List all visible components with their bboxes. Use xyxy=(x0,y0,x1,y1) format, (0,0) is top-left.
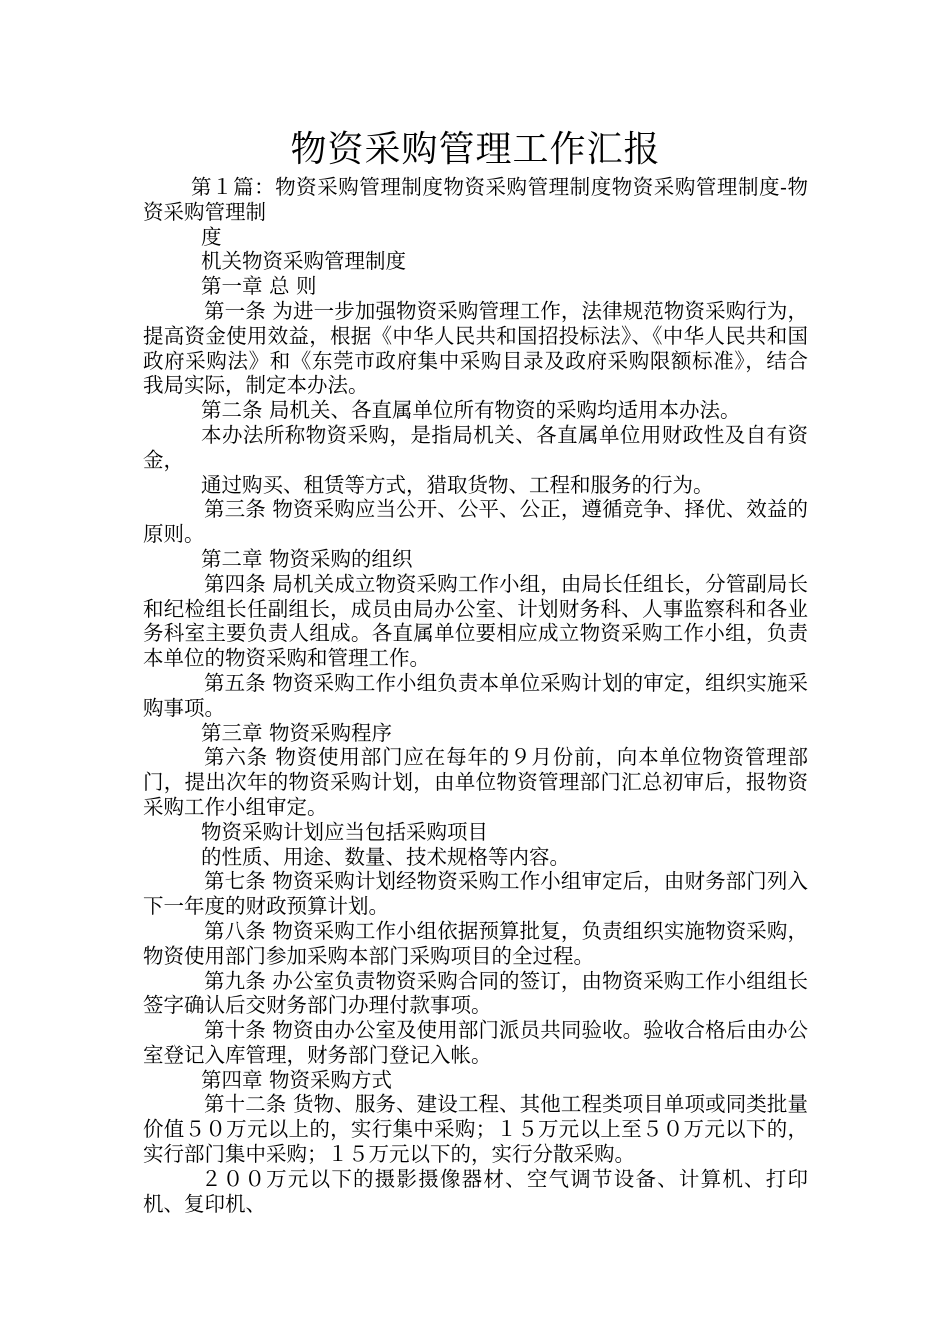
article-6: 第六条 物资使用部门应在每年的９月份前，向本单位物资管理部门，提出次年的物资采购计划，由单位物资管理部门汇总初审后，报物资采购工作小组审定。 xyxy=(143,745,808,819)
article-2: 第二条 局机关、各直属单位所有物资的采购均适用本办法。 xyxy=(201,398,741,423)
article-8: 第八条 物资采购工作小组依据预算批复，负责组织实施物资采购，物资使用部门参加采购本部门采购项目的全过程。 xyxy=(143,918,808,968)
paragraph-section-heading: 第１篇：物资采购管理制度物资采购管理制度物资采购管理制度-物资采购管理制 xyxy=(143,175,808,224)
article-12-equipment-list: ２００万元以下的摄影摄像器材、空气调节设备、计算机、打印机、复印机、 xyxy=(143,1166,808,1216)
document-title: 物资采购管理工作汇报 xyxy=(290,129,661,170)
article-6-plan-contents-continued: 的性质、用途、数量、技术规格等内容。 xyxy=(201,844,570,869)
article-2-definition: 本办法所称物资采购，是指局机关、各直属单位用财政性及自有资金， xyxy=(143,422,808,472)
article-2-definition-continued: 通过购买、租赁等方式，猎取货物、工程和服务的行为。 xyxy=(201,472,714,497)
article-7: 第七条 物资采购计划经物资采购工作小组审定后，由财务部门列入下一年度的财政预算计划。 xyxy=(143,869,808,919)
article-12: 第十二条 货物、服务、建设工程、其他工程类项目单项或同类批量价值５０万元以上的，实行集中采购；１５万元以上至５０万元以下的，实行部门集中采购；１５万元以下的，实行分散采购。 xyxy=(143,1092,808,1167)
article-5: 第五条 物资采购工作小组负责本单位采购计划的审定，组织实施采购事项。 xyxy=(143,670,808,720)
document-body xyxy=(143,175,808,1216)
article-6-plan-contents: 物资采购计划应当包括采购项目 xyxy=(201,819,488,844)
chapter-heading-4: 第四章 物资采购方式 xyxy=(201,1067,393,1092)
chapter-heading-2: 第二章 物资采购的组织 xyxy=(201,546,413,571)
chapter-heading-1: 第一章 总 则 xyxy=(201,274,317,299)
article-4: 第四条 局机关成立物资采购工作小组，由局长任组长，分管副局长和纪检组长任副组长，成员由局办公室、计划财务科、人事监察科和各业务科室主要负责人组成。各直属单位要相应成立物资采购工作小组，负责本单位的物资采购和管理工作。 xyxy=(143,571,808,671)
document-page xyxy=(143,0,808,1216)
chapter-heading-3: 第三章 物资采购程序 xyxy=(201,720,393,745)
article-9: 第九条 办公室负责物资采购合同的签订，由物资采购工作小组组长签字确认后交财务部门办理付款事项。 xyxy=(143,968,808,1018)
article-10: 第十条 物资由办公室及使用部门派员共同验收。验收合格后由办公室登记入库管理，财务部门登记入帐。 xyxy=(143,1018,808,1067)
paragraph-regulation-title: 机关物资采购管理制度 xyxy=(201,249,406,274)
article-3: 第三条 物资采购应当公开、公平、公正，遵循竞争、择优、效益的原则。 xyxy=(143,497,808,547)
article-1: 第一条 为进一步加强物资采购管理工作，法律规范物资采购行为，提高资金使用效益，根据《中华人民共和国招投标法》、《中华人民共和国政府采购法》和《东莞市政府集中采购目录及政府采购限额标准》，结合我局实际，制定本办法。 xyxy=(143,298,808,398)
paragraph-heading-continuation: 度 xyxy=(201,224,222,249)
